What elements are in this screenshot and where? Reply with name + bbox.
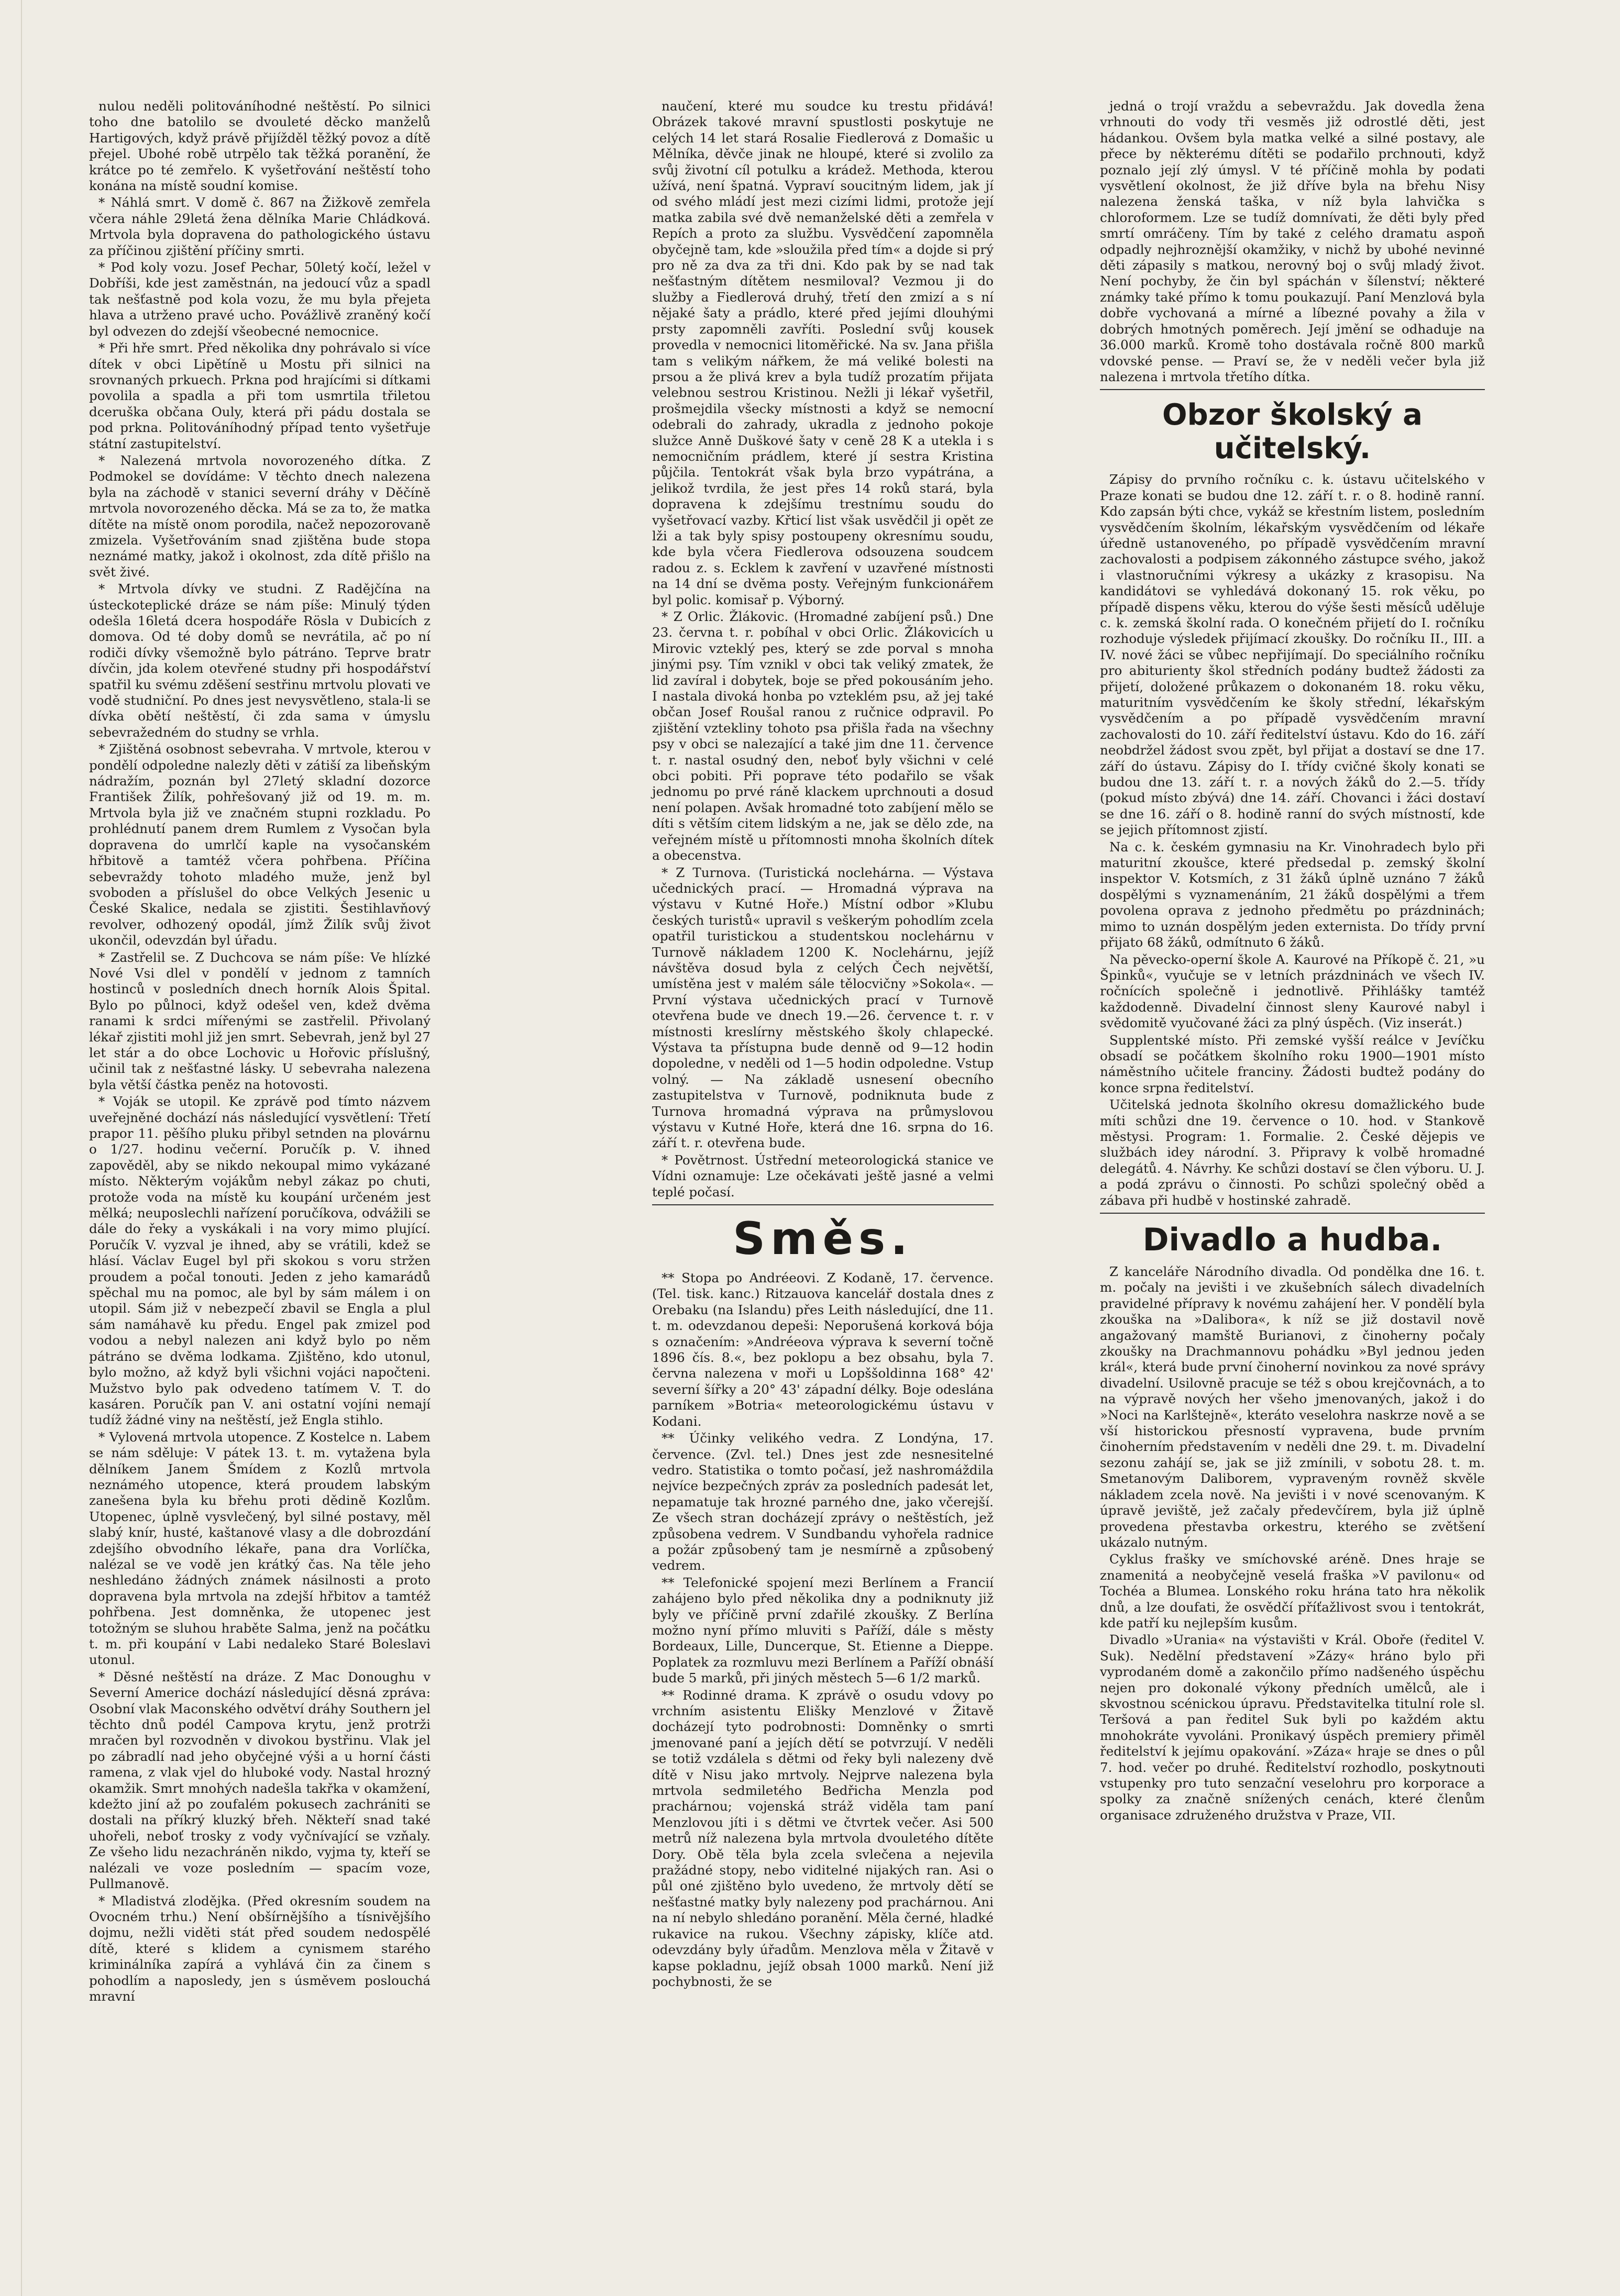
- article-paragraph: * Děsné neštěstí na dráze. Z Mac Donoughu v Severní Americe dochází následující děsná zpráva: Osobní vlak Maconského odvětví dráhy Southern jel těchto dnů podél Campova krytu, jenž protrži mračen byl rozvodněn v divokou bystřinu. Vlak jel po zábradlí nad jeho obyčejné výši a u horní části ramena, z vlak vjel do hluboké vody. Nastal hrozný okamžik. Smrt mnohých nadešla takřka v okamžení, kdežto jiní až po zoufalém pokusech zachrániti se dostali na příkrý kluzký břeh. Někteří snad také uhořeli, neboť trosky z vody vyčnívající se vzňaly. Ze všeho lidu nezachráněn nikdo, vyjma ty, kteří se nalézali ve voze posledním — spacím voze, Pullmanově.: [89, 1669, 431, 1892]
- article-paragraph: jedná o trojí vraždu a sebevraždu. Jak dovedla žena vrhnouti do vody tři vesměs již odrostlé děti, jest hádankou. Ovšem byla matka velké a silné postavy, ale přece by některému dítěti se podařilo prchnouti, když poznalo její zlý úmysl. V té příčině mohla by podati vysvětlení okolnost, že již dříve byla na břehu Nisy nalezena ženská taška, v níž byla lahvička s chloroformem. Lze se tudíž domnívati, že děti byly před smrtí omráčeny. Tím by také z celého dramatu aspoň odpadly nejhroznější okamžiky, v nichž by ubohé nevinné děti zápasily s matkou, nerovný boj o svůj mladý život. Není pochyby, že čin byl spáchán v šílenství; některé známky také přímo k tomu poukazují. Paní Menzlová byla dobře vychovaná a mírné a líbezné povahy a žila v dobrých hmotných poměrech. Její jmění se odhaduje na 36.000 marků. Kromě toho dostávala ročně 800 marků vdovské pense. — Praví se, že v neděli večer byla již nalezena i mrtvola třetího dítka.: [1100, 98, 1485, 384]
- article-paragraph: nulou neděli politováníhodné neštěstí. Po silnici toho dne batolilo se dvouleté děcko manželů Hartigových, když právě přijížděl těžký povoz a dítě přejel. Ubohé robě utrpělo tak těžká poranění, že krátce po té zemřelo. K vyšetřování neštěstí toho konána na místě soudní komise.: [89, 98, 431, 194]
- article-paragraph: ** Účinky velikého vedra. Z Londýna, 17. července. (Zvl. tel.) Dnes jest zde nesnesitelné vedro. Statistika o tomto počasí, jež nashromáždila nejvíce bezpečných zpráv za posledních padesát let, nepamatuje tak hrozné parného dne, jako včerejší. Ze všech stran docházejí zprávy o neštěstích, jež způsobena vedrem. V Sundbandu vyhořela radnice a požár způsobený tam je nesmírně a způsobený vedrem.: [652, 1430, 994, 1573]
- section-heading-obzor: Obzor školský a učitelský.: [1162, 398, 1423, 466]
- article-paragraph: * Zastřelil se. Z Duchcova se nám píše: Ve hlízké Nové Vsi dlel v pondělí v jednom z tamních hostinců v posledních dnech horník Alois Špital. Bylo po půlnoci, když odešel ven, kdež dvěma ranami k srdci mířenými se zastřelil. Přivolaný lékař zjistiti mohl již jen smrt. Sebevrah, jenž byl 27 let stár a do obce Lochovic u Hořovic příslušný, učinil tak z nešťastné lásky. U sebevraha nalezena byla větší částka peněz na hotovosti.: [89, 949, 431, 1092]
- article-paragraph: Cyklus frašky ve smíchovské aréně. Dnes hraje se znamenitá a neobyčejně veselá fraška »V pavilonu« od Tochéa a Blumea. Lonského roku hrána tato hra několik dnů, a lze doufati, že osvědčí příťažlivost svou i tentokrát, kde patří ku nejlepším kusům.: [1100, 1551, 1485, 1631]
- article-paragraph: * Voják se utopil. Ke zprávě pod tímto názvem uveřejněné dochází nás následující vysvětlení: Třetí prapor 11. pěšího pluku přibyl setnden na plovárnu o 1/27. hodinu večerní. Poručík p. V. ihned zapověděl, aby se nikdo nekoupal mimo vykázané místo. Některým vojákům nebyl zákaz po chuti, protože voda na místě ku koupání určeném jest mělká; neuposlechli nařízení poručíkova, odvážili se dále do řeky a vyskákali i na vory mimo plující. Poručík V. vyzval je ihned, aby se vrátili, kdež se hlásí. Václav Eugel byl při skokou s voru stržen proudem a počal tonouti. Jeden z jeho kamarádů spěchal mu na pomoc, ale byl by sám málem i on utopil. Sám již v nebezpečí zbavil se Engla a plul sám namáhavě ku předu. Engel pak zmizel pod vodou a nebyl nalezen ani když bylo po něm pátráno se dvěma lodkama. Zjištěno, kdo utonul, bylo možno, až když byli všichni vojáci napočteni. Mužstvo bylo pak odvedeno tatímem V. T. do kasáren. Poručík pan V. ani ostatní vojíni nemají tudíž žádné viny na neštěstí, jež Engla stihlo.: [89, 1094, 431, 1428]
- article-paragraph: Na c. k. českém gymnasiu na Kr. Vinohradech bylo při maturitní zkoušce, které předsedal p. zemský školní inspektor V. Kotsmích, z 31 žáků úplně uznáno 7 žáků dospělými s vyznamenáním, 21 žáků dospělými a třem povolena oprava z jednoho předmětu po prázdninách; mimo to uznán dospělým jeden externista. Do třídy první přijato 68 žáků, odmítnuto 6 žáků.: [1100, 839, 1485, 950]
- article-paragraph: * Povětrnost. Ústřední meteorologická stanice ve Vídni oznamuje: Lze očekávati ještě jasné a velmi teplé počasí.: [652, 1152, 994, 1200]
- article-paragraph: * Náhlá smrt. V domě č. 867 na Žižkově zemřela včera náhle 29letá žena dělníka Marie Chládková. Mrtvola byla dopravena do pathologického ústavu za příčinou zjištění příčiny smrti.: [89, 195, 431, 258]
- article-paragraph: * Vylovená mrtvola utopence. Z Kostelce n. Labem se nám sděluje: V pátek 13. t. m. vytažena byla dělníkem Janem Šmídem z Kozlů mrtvola neznámého utopence, která proudem labským zanešena byla ku břehu proti dědině Kozlům. Utopenec, úplně vysvlečený, byl silné postavy, měl slabý knír, husté, kaštanové vlasy a dle dobrozdání zdejšího obvodního lékaře, pana dra Vorlíčka, nalézal se ve vodě jen krátký čas. Na těle jeho neshledáno žádných známek násilnosti a proto dopravena byla mrtvola na zdejší hřbitov a tamtéž pohřbena. Jest domněnka, že utopenec jest totožným se sluhou hraběte Salma, jenž na počátku t. m. při koupání v Labi nedaleko Staré Boleslavi utonul.: [89, 1429, 431, 1668]
- article-paragraph: * Pod koly vozu. Josef Pechar, 50letý kočí, ležel v Dobříši, kde jest zaměstnán, na jedoucí vůz a spadl tak nešťastně pod kola vozu, že mu byla přejeta hlava a utrženo pravé ucho. Povážlivě zraněný kočí byl odvezen do zdejší všeobecné nemocnice.: [89, 260, 431, 339]
- article-paragraph: Učitelská jednota školního okresu domažlického bude míti schůzi dne 19. července o 10. hod. v Stankově městysi. Program: 1. Formalie. 2. České dějepis ve službách idey národní. 3. Připravy k volbě hromadné delegátů. 4. Návrhy. Ke schůzi dostaví se člen výboru. U. J. a podá zprávu o činnosti. Po schůzi společný oběd a zábava při hudbě v hostinské zahradě.: [1100, 1097, 1485, 1208]
- page-left-edge: [21, 0, 22, 2296]
- article-paragraph: ** Telefonické spojení mezi Berlínem a Francií zahájeno bylo před několika dny a podniknuty již byly ve příčině první zdařilé zkoušky. Z Berlína možno nyní přímo mluviti s Paříží, dále s městy Bordeaux, Lille, Duncerque, St. Etienne a Dieppe. Poplatek za rozmluvu mezi Berlínem a Paříží obnáší bude 5 marků, při jiných městech 5—6 1/2 marků.: [652, 1574, 994, 1686]
- article-paragraph: ** Rodinné drama. K zprávě o osudu vdovy po vrchním asistentu Elišky Menzlové v Žitavě docházejí tyto podrobnosti: Domněnky o smrti jmenované paní a jejích dětí se potvrzují. V neděli se totiž vzdálela s dětmi od řeky byli nalezeny dvě dítě v Nisu jako mrtvoly. Nejprve nalezena byla mrtvola sedmiletého Bedřicha Menzla pod prachárnou; vojenská stráž viděla tam paní Menzlovou jíti i s dětmi ve čtvrtek večer. Asi 500 metrů níž nalezena byla mrtvola dvouletého dítěte Dory. Obě těla byla zcela svlečena a nejevila pražádné stopy, nebo viditelné nijakých ran. Asi o půl oné zjištěno bylo uvedeno, že mrtvoly dětí se nešťastné matky byly nalezeny pod prachárnou. Ani na ní nebylo shledáno poranění. Měla černé, hladké rukavice na rukou. Všechny zápisky, klíče atd. odevzdány byly úřadům. Menzlova měla v Žitavě v kapse pokladnu, jejíž obsah 1000 marků. Není již pochybnosti, že se: [652, 1687, 994, 1989]
- column-2: [652, 98, 994, 1991]
- divider: [1100, 1213, 1485, 1214]
- article-paragraph: * Při hře smrt. Před několika dny pohrávalo si více dítek v obci Lipětíně u Mostu při silnici na srovnaných prkuech. Prkna pod hrajícími si dítkami povolila a spadla a při tom usmrtila třiletou dceruška občana Ouly, která při pádu dostala se pod prkna. Politováníhodný případ tento vyšetřuje státní zastupitelství.: [89, 340, 431, 451]
- section-heading-smes: Směs.: [733, 1213, 913, 1266]
- article-paragraph: Supplentské místo. Při zemské vyšší reálce v Jevíčku obsadí se počátkem školního roku 1900—1901 místo náměstního učitele franciny. Žádosti budtež podány do konce srpna ředitelství.: [1100, 1032, 1485, 1095]
- column-3: [1100, 98, 1485, 1824]
- column-3-articles-a: [1100, 98, 1485, 385]
- article-paragraph: * Mladistvá zlodějka. (Před okresním soudem na Ovocném trhu.) Není obšírnějšího a tísnivějšího dojmu, nežli viděti stát před soudem nedospělé dítě, které s klidem a cynismem starého kriminálníka zapírá a vyhlává čin za činem s pohodlím a naposledy, jen s úsměvem poslouchá mravní: [89, 1893, 431, 2004]
- article-paragraph: Zápisy do prvního ročníku c. k. ústavu učitelského v Praze konati se budou dne 12. září t. r. o 8. hodině ranní. Kdo zapsán býti chce, vykáž se křestním listem, posledním vysvědčením školním, lékařským vysvědčením od lékaře úředně ustanoveného, po případě vysvědčením mravní zachovalosti a podpisem zákonného zástupce svého, jakož i vlastnoručními výkresy a ukázky z krasopisu. Na kandidátovi se vyhledává dokonaný 15. rok věku, po případě dispens věku, kterou do výše šesti měsíců uděluje c. k. zemská školní rada. O konečném přijetí do I. ročníku rozhoduje výsledek přijímací zkoušky. Do ročníku II., III. a IV. nové žáci se vůbec nepřijímají. Do speciálního ročníku pro abiturienty škol středních podány budtež žádosti za přijetí, doložené průkazem o dokonaném 18. roku věku, maturitním vysvědčením ke školy střední, lékařským vysvědčením a po případě vysvědčením mravní zachovalosti do 10. září ředitelství ústavu. Kdo do 16. září neobdržel žádost svou zpět, byl přijat a dostaví se dne 17. září do ústavu. Zápisy do I. třídy cvičné školy konati se budou dne 13. září t. r. a nových žáků do 2.—5. třídy (pokud místo zbývá) dne 14. září. Chovanci i žáci dostaví se dne 16. září o 8. hodině ranní do svých místností, kde se jejich přítomnost zjistí.: [1100, 472, 1485, 838]
- section-heading-divadlo: Divadlo a hudba.: [1142, 1222, 1442, 1258]
- article-paragraph: * Z Turnova. (Turistická noclehárna. — Výstava učednických prací. — Hromadná výprava na výstavu v Kutné Hoře.) Místní odbor »Klubu českých turistů« upravil s veškerým pohodlím zcela opatřil turistickou a studentskou noclehárnu v Turnově nákladem 1200 K. Noclehárnu, jejíž návštěva dosud byla z celých Čech největší, umístěna jest v malém sále tělocvičny »Sokola«. — První výstava učednických prací v Turnově otevřena bude ve dnech 19.—26. července t. r. v místnosti kreslírny městského školy chlapecké. Výstava ta přístupna bude denně od 9—12 hodin dopoledne, v neděli od 1—5 hodin odpoledne. Vstup volný. — Na základě usnesení obecního zastupitelstva v Turnově, podniknuta bude z Turnova hromadná výprava na průmyslovou výstavu v Kutné Hoře, která dne 16. srpna do 16. září t. r. otevřena bude.: [652, 864, 994, 1151]
- column-2-articles-b: [652, 1270, 994, 1990]
- article-paragraph: Z kanceláře Národního divadla. Od pondělka dne 16. t. m. počaly na jevišti i ve zkušebních sálech divadelních pravidelné přípravy k novému zahájení her. V pondělí byla zkouška na »Dalibora«, k níž se již dostavil nově angažovaný mamště Burianovi, z činoherny počaly zkoušky na Drachmannovu pohádku »Byl jednou jeden král«, která bude první činoherní novinkou za nové správy divadelní. Usilovně pracuje se též s obou krejčovnách, a to na výpravě nových her všeho jmenovaných, jakož i do »Noci na Karlštejně«, kteráto veselohra naskrze nově a se vší historickou přesností vypravena, bude prvním činoherním představením v neděli dne 29. t. m. Divadelní sezonu zahájí se, jak se již zmínili, v sobotu 28. t. m. Smetanovým Daliborem, vypraveným rovněž skvěle nákladem zcela nově. Na jevišti i v nové scenovaným. K úpravě jeviště, jež začaly předevčírem, byla již úplně provedena přestavba orkestru, kterého se zvětšení ukázalo nutným.: [1100, 1264, 1485, 1550]
- divider: [652, 1204, 994, 1205]
- article-paragraph: * Mrtvola dívky ve studni. Z Radějčína na ústeckoteplické dráze se nám píše: Minulý týden odešla 16letá dcera hospodáře Rösla v Dubicích z domova. Od té doby domů se nevrátila, ač po ní rodiči dívky všemožně bylo pátráno. Teprve bratr dívčin, jda kolem otevřené studny při hospodářství spatřil ku svému zděšení sestřinu mrtvolu plovati ve vodě studniční. Po dnes jest nevysvětleno, stala-li se dívka obětí neštěstí, či zda sama v úmyslu sebevražedném do studny se vrhla.: [89, 581, 431, 740]
- article-paragraph: * Zjištěná osobnost sebevraha. V mrtvole, kterou v pondělí odpoledne nalezly děti v zátiší za libeňským nádražím, poznán byl 27letý skladní dozorce František Žilík, pohřešovaný již od 19. m. m. Mrtvola byla již ve značném stupni rozkladu. Po prohlédnutí panem drem Rumlem z Vysočan byla dopravena do umrlčí kaple na vysočanském hřbitově a tamtéž včera pohřbena. Příčina sebevraždy tohoto mladého muže, jenž byl svoboden a příslušel do obce Velkých Jesenic u České Skalice, nedala se zjistiti. Šestihlavňový revolver, odhozený opodál, jímž Žilík svůj život ukončil, odevzdán byl úřadu.: [89, 741, 431, 948]
- article-paragraph: ** Stopa po Andréeovi. Z Kodaně, 17. července. (Tel. tisk. kanc.) Ritzauova kancelář dostala dnes z Orebaku (na Islandu) přes Leith následující, dne 11. t. m. odevzdanou depeši: Neporušená korková bója s označením: »Andréeova výprava k severní točně 1896 čís. 8.«, bez poklopu a bez obsahu, byla 7. června nalezena v moři u Lopššoldinna 168° 42' severní šířky a 20° 43' západní délky. Boje odeslána parníkem »Botria« meteorologickému ústavu v Kodani.: [652, 1270, 994, 1429]
- article-paragraph: Divadlo »Urania« na výstavišti v Král. Oboře (ředitel V. Suk). Nedělní představení »Zázy« hráno bylo při vyprodaném domě a zakončilo přímo nadšeného úspěchu nejen pro dokonalé výkony předních umělců, ale i skvostnou scénickou úpravu. Představitelka titulní role sl. Teršová a pan ředitel Suk byli po každém aktu mnohokráte vyvoláni. Pronikavý úspěch premiery přiměl ředitelství k jejímu opakování. »Záza« hraje se dnes o půl 7. hod. večer po druhé. Ředitelství rozhodlo, poskytnouti vstupenky pro tuto senzační veselohru pro korporace a spolky za značně snížených cenách, které členům organisace združeného družstva v Praze, VII.: [1100, 1632, 1485, 1823]
- divider: [1100, 389, 1485, 390]
- column-2-articles-a: [652, 98, 994, 1200]
- article-paragraph: naučení, které mu soudce ku trestu přidává! Obrázek takové mravní spustlosti poskytuje ne celých 14 let stará Rosalie Fiedlerová z Domašic u Mělníka, děvče jinak ne hloupé, které si zvolilo za svůj životní cíl potulku a krádež. Methoda, kterou užívá, není špatná. Vypraví soucitným lidem, jak jí od svého mládí jest mezi cizími lidmi, protože její matka zabila své dvě nemanželské děti a zemřela v Repích a proto za službu. Vysvědčení zapomněla obyčejně tam, kde »sloužila před tím« a dojde si prý pro ně za dva za tři dni. Kdo pak by se nad tak nešťastným dítětem nesmiloval? Vezmou ji do služby a Fiedlerová druhý, třetí den zmizí a s ní nějaké šaty a prádlo, které před jejími dlouhými prsty zapomněli zavříti. Poslední svůj kousek provedla v nemocnici litoměřické. Na sv. Jana přišla tam s velikým nářkem, že má veliké bolesti na prsou a že plivá krev a byla tudíž prozatím přijata velebnou sestrou Kristinou. Nežli ji lékař vyšetřil, prošmejdila všecky místnosti a když se nemocní odebrali do zahrady, ukradla z jednoho pokoje služce Anně Duškové šaty v ceně 28 K a utekla i s nemocničním prádlem, které jí sestra Kristina půjčila. Tentokrát však byla brzo vypátrána, a jelikož tvrdila, že jest přes 14 roků stará, byla dopravena k zdejšímu trestnímu soudu do vyšetřovací vazby. Křticí list však usvědčil ji opět ze lži a tak byly spisy postoupeny okresnímu soudu, kde byla včera Fiedlerova odsouzena soudcem radou z. s. Ecklem k zavření v uzavřené místnosti na 14 dní se dvěma posty. Veřejným funkcionářem byl polic. komisař p. Výborný.: [652, 98, 994, 607]
- column-3-articles-b: [1100, 472, 1485, 1208]
- column-1: [89, 98, 431, 2005]
- column-3-articles-c: [1100, 1264, 1485, 1823]
- article-paragraph: * Z Orlic. Žlákovic. (Hromadné zabíjení psů.) Dne 23. června t. r. pobíhal v obci Orlic. Žlákovicích u Mirovic vzteklý pes, který se zde porval s mnoha jinými psy. Tím vznikl v obci tak veliký zmatek, že lid zavíral i dobytek, boje se před pokousáním jeho. I nastala divoká honba po vzteklém psu, až jej také občan Josef Roušal ranou z ručnice odpravil. Po zjištění vztekliny tohoto psa přišla řada na všechny psy v obci se nalezající a také jim dne 11. července t. r. nastal osudný den, neboť byly všichni v celé obci pobiti. Při poprave této podařilo se však jednomu po prvé ráně klackem uprchnouti a dosud není polapen. Avšak hromadné toto zabíjení mělo se díti s větším citem lidským a ne, jak se dělo zde, na veřejném místě u přítomnosti mnoha školních dítek a obecenstva.: [652, 609, 994, 863]
- article-paragraph: * Nalezená mrtvola novorozeného dítka. Z Podmokel se dovídáme: V těchto dnech nalezena byla na záchodě v stanici severní dráhy v Děčíně mrtvola novorozeného děcka. Má se za to, že matka dítěte na místě onom porodila, načež nepozorovaně zmizela. Vyšetřováním snad zjištěna bude stopa neznámé matky, jakož i okolnost, zda dítě přišlo na svět živé.: [89, 452, 431, 580]
- article-paragraph: Na pěvecko-operní škole A. Kaurové na Příkopě č. 21, »u Špinků«, vyučuje se v letních prázdninách ve všech IV. ročnících společně i jednotlivě. Přihlášky tamtéž každodenně. Divadelní činnost sleny Kaurové nabyl i svědomitě vyučované žáci za plný úspěch. (Viz inserát.): [1100, 951, 1485, 1031]
